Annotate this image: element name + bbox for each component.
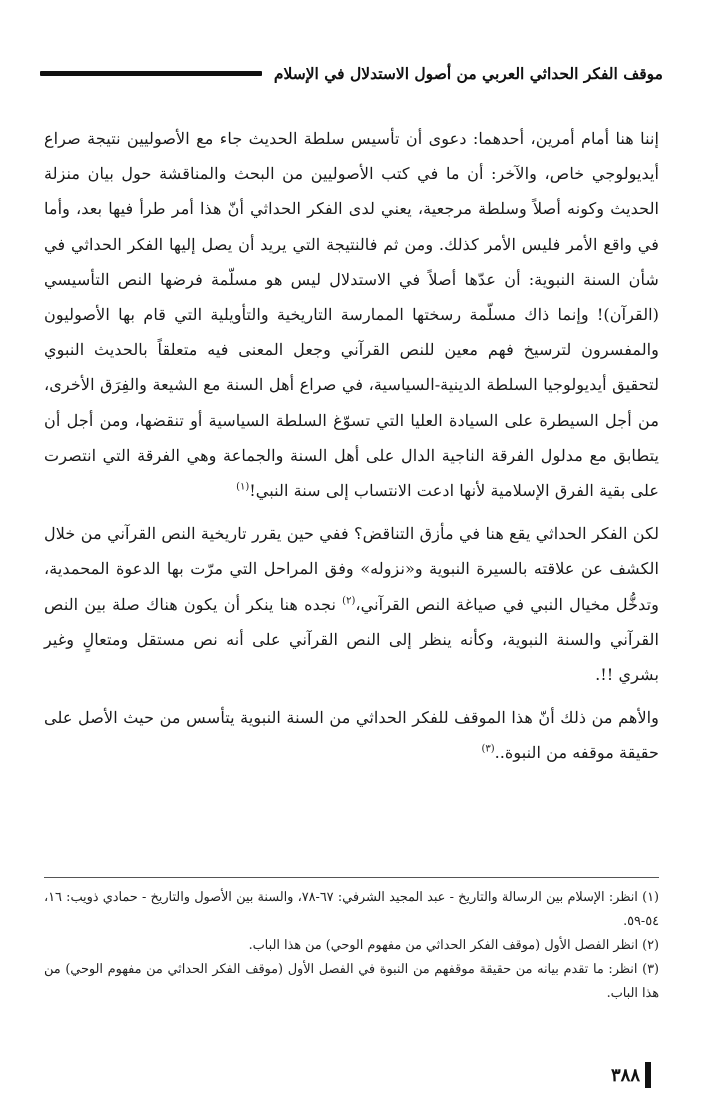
header-title: موقف الفكر الحداثي العربي من أصول الاستدلال في الإسلام <box>273 63 663 83</box>
paragraph-3 <box>44 700 659 770</box>
footnote-ref-3: (٣) <box>481 744 495 756</box>
page-number-text: ٣٨٨ <box>610 1064 640 1086</box>
paragraph-2 <box>44 516 659 692</box>
body-text <box>44 121 659 771</box>
footnote-ref-2: (٢) <box>342 595 356 607</box>
header-rule <box>40 71 262 76</box>
footnote-divider <box>44 877 659 878</box>
paragraph-1 <box>44 121 659 508</box>
footnote-1: (١) انظر: الإسلام بين الرسالة والتاريخ - عبد المجيد الشرفي: ٦٧-٧٨، والسنة بين الأصول والتاريخ - حمادي ذويب: ١٦، ٥٤-٥٩. <box>44 890 659 929</box>
paragraph-2-text-before: لكن الفكر الحداثي يقع هنا في مأزق التناقض؟ ففي حين يقرر تاريخية النص القرآني من خلال الكشف عن علاقته بالسيرة النبوية و«نزوله» وفق المراحل التي مرّت بها الدعوة المحمدية، وتدخُّل مخيال النبي في صياغة النص القرآني، <box>44 524 659 614</box>
page-number <box>611 1062 651 1088</box>
page-number-bar <box>645 1062 651 1088</box>
footnote-2: (٢) انظر الفصل الأول (موقف الفكر الحداثي من مفهوم الوحي) من هذا الباب. <box>248 938 659 953</box>
footnote-3: (٣) انظر: ما تقدم بيانه من حقيقة موقفهم من النبوة في الفصل الأول (موقف الفكر الحداثي من مفهوم الوحي) من هذا الباب. <box>44 962 659 1001</box>
running-header <box>40 58 663 88</box>
paragraph-3-text: والأهم من ذلك أنّ هذا الموقف للفكر الحداثي من السنة النبوية يتأسس من حيث الأصل على حقيقة موقفه من النبوة.. <box>44 708 659 763</box>
footnote-ref-1: (١) <box>236 481 250 493</box>
footnotes <box>44 886 659 1006</box>
paragraph-1-text: إننا هنا أمام أمرين، أحدهما: دعوى أن تأسيس سلطة الحديث جاء مع الأصوليين نتيجة صراع أيديولوجي خاص، والآخر: أن ما في كتب الأصوليين من البحث والمناقشة حول بيان منزلة الحديث وكونه أصلاً وسلطة مرجعية، يعني لدى الفكر الحداثي أنّ هذا أمر طرأ فيها بعد، وأما في واقع الأمر فليس الأمر كذلك. ومن ثم فالنتيجة التي يريد أن يصل إليها الفكر الحداثي في شأن السنة النبوية: أن عدّها أصلاً في الاستدلال ليس هو مسلّمة فرضها النص التأسيسي (القرآن)! وإنما ذاك مسلّمة رسختها الممارسة التاريخية والتأويلية التي قام بها الأصوليون والمفسرون لترسيخ فهم معين للنص القرآني وجعل المعنى فيه متعلقاً بالحديث النبوي لتحقيق أيديولوجيا السلطة الدينية-السياسية، في صراع أهل السنة مع الشيعة والفِرَق الأخرى، من أجل السيطرة على السيادة العليا التي تسوّغ السلطة السياسية أو تنقضها، ومن أجل أن يتطابق مع مدلول الفرقة الناجية الدال على أهل السنة والجماعة وهي الفرقة التي انتصرت على بقية الفرق الإسلامية لأنها ادعت الانتساب إلى سنة النبي! <box>44 129 659 501</box>
paragraph-2-text-after: نجده هنا ينكر أن يكون هناك صلة بين النص القرآني والسنة النبوية، وكأنه ينظر إلى النص القرآني على أنه نص مستقل ومتعالٍ وغير بشري !!. <box>44 594 659 685</box>
